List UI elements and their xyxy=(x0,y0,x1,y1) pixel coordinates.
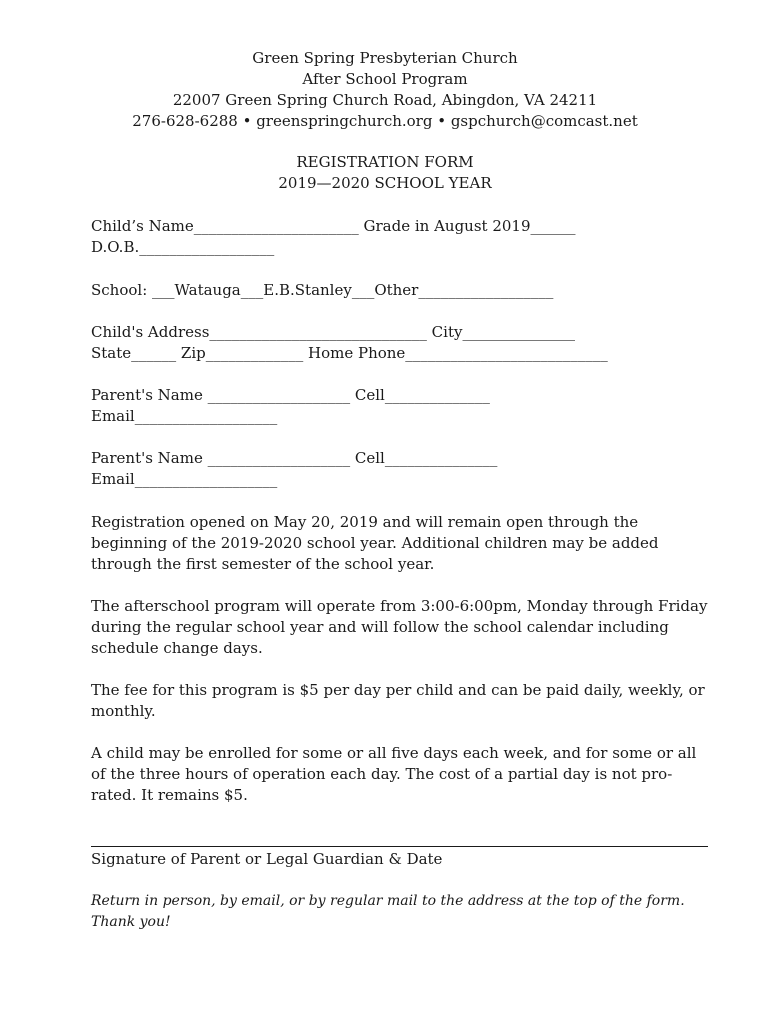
return-instructions: Return in person, by email, or by regular mail to the address at the top of the form. Thank you! xyxy=(91,893,685,930)
schedule-paragraph: The afterschool program will operate from 3:00-6:00pm, Monday through Friday during the regular school year and will follow the school calendar including schedule change days. xyxy=(91,597,708,657)
parent1-email-field[interactable]: Email___________________ xyxy=(91,407,278,425)
school-year-title: 2019—2020 SCHOOL YEAR xyxy=(278,174,492,192)
fee-paragraph: The fee for this program is $5 per day per child and can be paid daily, weekly, or monthly. xyxy=(91,681,705,720)
dob-field[interactable]: D.O.B.__________________ xyxy=(91,238,275,256)
child-name-grade-field[interactable]: Child’s Name______________________ Grade in August 2019______ xyxy=(91,217,576,235)
contact-line: 276-628-6288 • greenspringchurch.org • gspchurch@comcast.net xyxy=(132,112,638,130)
signature-label: Signature of Parent or Legal Guardian & Date xyxy=(91,850,443,868)
school-choice-field[interactable]: School: ___Watauga___E.B.Stanley___Other__________________ xyxy=(91,281,554,299)
state-zip-phone-field[interactable]: State______ Zip_____________ Home Phone___________________________ xyxy=(91,344,608,362)
child-address-city-field[interactable]: Child's Address_____________________________ City_______________ xyxy=(91,323,575,341)
parent1-name-cell-field[interactable]: Parent's Name ___________________ Cell______________ xyxy=(91,386,490,404)
church-name: Green Spring Presbyterian Church xyxy=(252,49,518,67)
form-title: REGISTRATION FORM xyxy=(296,153,474,171)
church-address: 22007 Green Spring Church Road, Abingdon, VA 24211 xyxy=(172,91,598,109)
parent2-email-field[interactable]: Email___________________ xyxy=(91,470,278,488)
program-name: After School Program xyxy=(302,70,468,88)
registration-paragraph: Registration opened on May 20, 2019 and will remain open through the beginning of the 2019-2020 school year. Additional children may be added through the first semester of the school year. xyxy=(91,513,659,573)
enrollment-paragraph: A child may be enrolled for some or all five days each week, and for some or all of the three hours of operation each day. The cost of a partial day is not pro-rated. It remains $5. xyxy=(91,744,697,804)
signature-line[interactable] xyxy=(91,846,708,847)
parent2-name-cell-field[interactable]: Parent's Name ___________________ Cell_______________ xyxy=(91,449,498,467)
